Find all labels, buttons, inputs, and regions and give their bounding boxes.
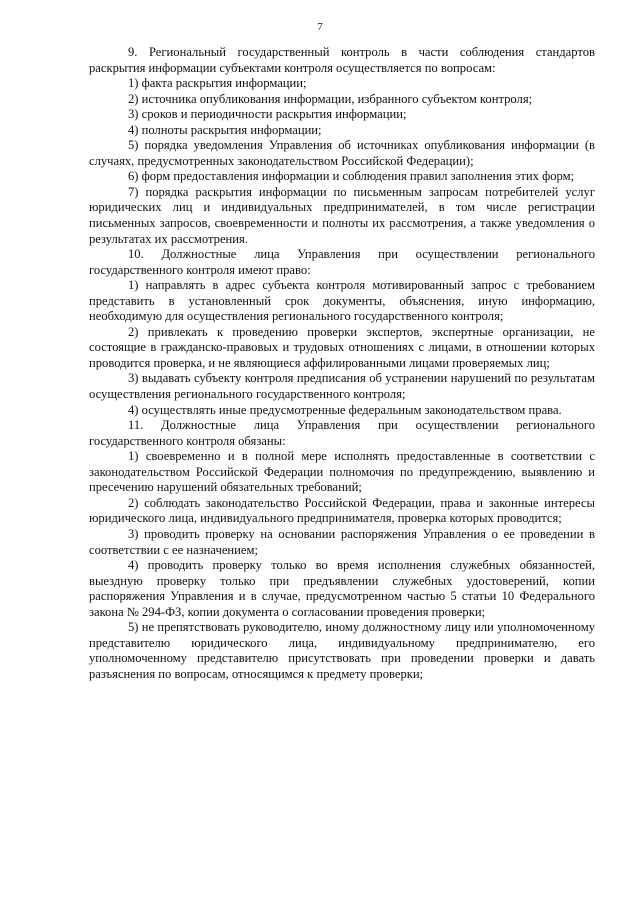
paragraph-9: 9. Региональный государственный контроль в части соблюдения стандартов раскрытия информации субъектами контроля осуществляется по вопросам: [89,45,595,75]
paragraph-10-item-3: 3) выдавать субъекту контроля предписания об устранении нарушений по результатам осуществления регионального государственного контроля; [89,371,595,402]
paragraph-10: 10. Должностные лица Управления при осуществлении регионального государственного контроля имеют право: [89,247,595,277]
paragraph-11-item-5: 5) не препятствовать руководителю, иному должностному лицу или уполномоченному представителю юридического лица, индивидуальному предпринимателю, его уполномоченному представителю присутствовать при проведении проверки и давать разъяснения по вопросам, относящимся к предмету проверки; [89,620,595,681]
paragraph-9-item-7: 7) порядка раскрытия информации по письменным запросам потребителей услуг юридических лиц и индивидуальных предпринимателей, в том числе регистрации письменных запросов, своевременности и полноты их рассмотрения, а также уведомления о результатах их рассмотрения. [89,184,595,246]
paragraph-10-item-1: 1) направлять в адрес субъекта контроля мотивированный запрос с требованием представить в установленный срок документы, объяснения, иную информацию, необходимую для осуществления регионального государственного контроля; [89,278,595,324]
paragraph-9-item-3: 3) сроков и периодичности раскрытия информации; [128,107,407,122]
paragraph-11-item-3: 3) проводить проверку на основании распоряжения Управления о ее проведении в соответствии с ее назначением; [89,526,595,557]
document-body [89,45,595,682]
paragraph-11-item-2: 2) соблюдать законодательство Российской Федерации, права и законные интересы юридического лица, индивидуального предпринимателя, проверка которых проводится; [89,495,595,526]
paragraph-10-item-2: 2) привлекать к проведению проверки экспертов, экспертные организации, не состоящие в гражданско-правовых и трудовых отношениях с лицами, в отношении которых проводится проверка, и не являющиеся аффилированными лицами проверяемых лиц; [89,324,595,370]
paragraph-9-item-6: 6) форм предоставления информации и соблюдения правил заполнения этих форм; [128,169,575,184]
paragraph-11-item-1: 1) своевременно и в полной мере исполнять предоставленные в соответствии с законодательством Российской Федерации полномочия по предупреждению, выявлению и пресечению нарушений обязательных требований; [89,449,595,495]
page-number: 7 [317,21,323,33]
paragraph-11-item-4: 4) проводить проверку только во время исполнения служебных обязанностей, выездную проверку только при предъявлении служебных удостоверений, копии распоряжения Управления и в случае, предусмотренном частью 5 статьи 10 Федерального закона № 294-ФЗ, копии документа о согласовании проведения проверки; [89,558,595,619]
paragraph-9-item-5: 5) порядка уведомления Управления об источниках опубликования информации (в случаях, предусмотренных законодательством Российской Федерации); [89,138,595,168]
paragraph-9-item-2: 2) источника опубликования информации, избранного субъектом контроля; [128,91,533,106]
paragraph-10-item-4: 4) осуществлять иные предусмотренные федеральным законодательством права. [128,402,562,417]
paragraph-9-item-1: 1) факта раскрытия информации; [128,76,307,91]
paragraph-11: 11. Должностные лица Управления при осуществлении регионального государственного контроля обязаны: [89,418,595,448]
paragraph-9-item-4: 4) полноты раскрытия информации; [128,122,322,137]
